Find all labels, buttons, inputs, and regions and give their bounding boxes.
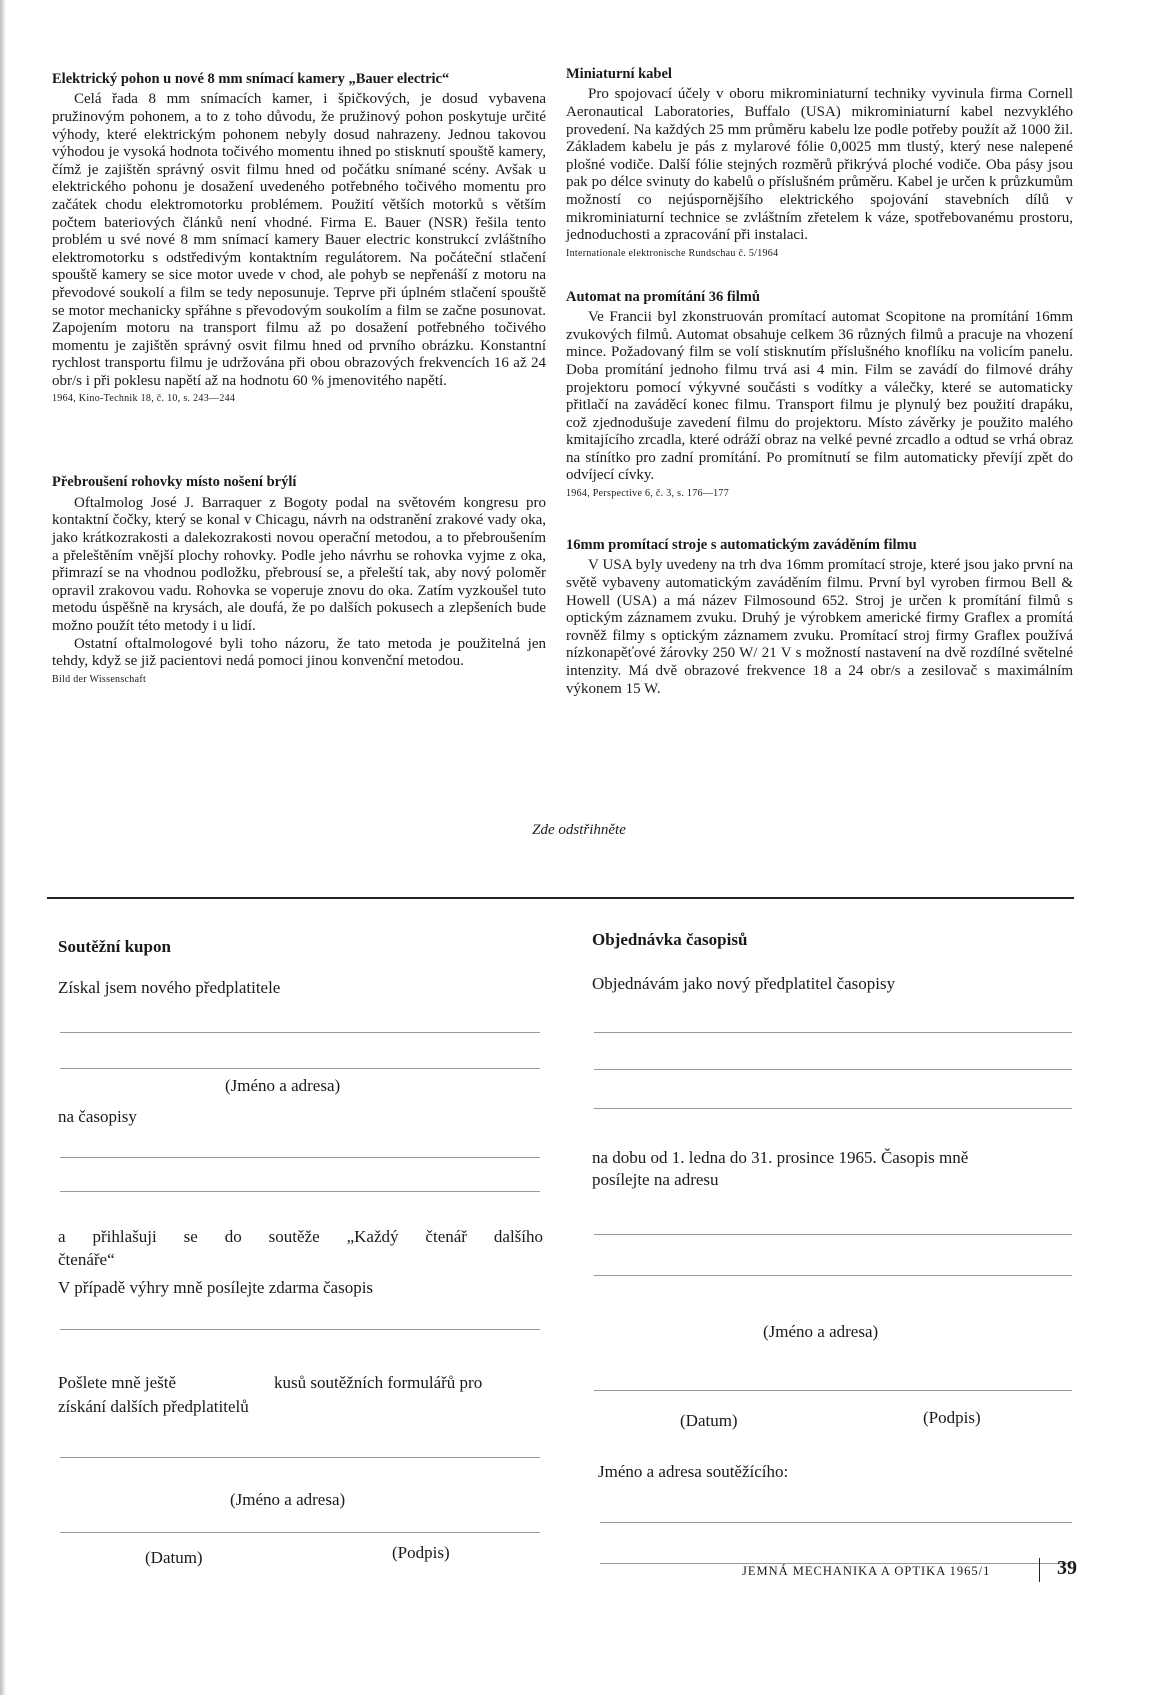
fill-line[interactable] <box>594 1234 1072 1235</box>
signature-label: (Podpis) <box>923 1408 981 1427</box>
article-body <box>566 309 1073 485</box>
cut-line <box>47 897 1074 899</box>
coupon-right-title-wrap <box>592 930 747 950</box>
fill-line[interactable] <box>60 1532 540 1533</box>
footer-divider <box>1039 1558 1040 1582</box>
article-scopitone <box>566 289 1073 499</box>
order-text: Objednávám jako nový předplatitel časopisy <box>592 974 896 993</box>
article-source: Bild der Wissenschaft <box>52 673 147 685</box>
name-address-label: (Jméno a adresa) <box>225 1076 341 1095</box>
fill-line[interactable] <box>594 1275 1072 1276</box>
article-paragraph: Oftalmolog José J. Barraquer z Bogoty podal na světovém kongresu pro kontaktní čočky, který se konal v Chicagu, návrh na odstranění zrakové vady oka, jako krátkozrakosti a dalekozrakosti novou operační metodou, a to přebroušením a přeleštěním vnější plochy rohovky. Podle jeho návrhu se rohovka vyjme z oka, přimrazí se na vhodnou podložku, přebrousí se, a přeleští tak, aby nový poloměr opravil zrakovou vadu. Rohovka se voperuje znovu do oka. Zatím vyzkoušel tuto metodu úspěšně na krysách, ale doufá, že po dalších pokusech a zlepšeních bude možno použít této metody i u lidí. <box>52 494 546 635</box>
fill-line[interactable] <box>60 1157 540 1158</box>
fill-line[interactable] <box>594 1069 1072 1070</box>
contestant-label: Jméno a adresa soutěžícího: <box>598 1462 789 1481</box>
article-title: Miniaturní kabel <box>566 66 672 82</box>
fill-line[interactable] <box>60 1191 540 1192</box>
name-address-label: (Jméno a adresa) <box>763 1322 879 1341</box>
article-title: Přebroušení rohovky místo nošení brýlí <box>52 474 297 491</box>
article-source: 1964, Kino-Technik 18, č. 10, s. 243—244 <box>52 393 236 405</box>
article-cornea <box>52 474 546 684</box>
competition-text-2: čtenáře“ <box>58 1250 115 1269</box>
article-16mm-projectors <box>566 537 1073 698</box>
journal-footer: JEMNÁ MECHANIKA A OPTIKA 1965/1 <box>742 1564 991 1578</box>
page-spine <box>0 0 6 1695</box>
article-title: 16mm promítací stroje s automatickým zaváděním filmu <box>566 537 917 554</box>
send-more-text-a: Pošlete mně ještě <box>58 1373 177 1392</box>
article-body <box>566 557 1073 698</box>
article-paragraph: V USA byly uvedeny na trh dva 16mm promítací stroje, které jsou jako první na světě vybaveny automatickým zaváděním filmu. První byl vyroben firmou Bell & Howell (USA) a má název Filmosound 652. Stroj je určen k promítání filmů s optickým záznamem zvuku. Druhý je výrobkem americké firmy Graflex a promítá rovněž filmy s optickým záznamem zvuku. Promítací stroj firmy Graflex používá nízkonapěťové žárovky 250 W/ 21 V s možností nastavení na dvě rozdílné světelné intenzity. Má dvě obrazové frekvence 18 a 24 obr/s a zesilovač s maximálním výkonem 15 W. <box>566 557 1073 697</box>
article-paragraph: Ostatní oftalmologové byli toho názoru, že tato metoda je použitelná jen tehdy, když se již pacientovi nedá pomoci jinou konvenční metodou. <box>52 635 546 670</box>
left-column <box>52 71 546 685</box>
magazines-label: na časopisy <box>58 1107 137 1126</box>
coupon-title: Soutěžní kupon <box>58 937 171 956</box>
date-label: (Datum) <box>680 1411 738 1430</box>
fill-line[interactable] <box>60 1329 540 1330</box>
send-more-text-c: získání dalších předplatitelů <box>58 1397 249 1416</box>
article-title: Elektrický pohon u nové 8 mm snímací kamery „Bauer electric“ <box>52 71 450 87</box>
article-paragraph: Ve Francii byl zkonstruován promítací automat Scopitone na promítání 16mm zvukových filmů. Automat obsahuje celkem 36 různých filmů a pracuje na vhození mince. Požadovaný film se volí stisknutím příslušného knoflíku na volicím panelu. Doba promítání jednoho filmu trvá asi 4 min. Film se zavádí do filmové dráhy projektoru pomocí výkyvné součásti s vodítky a válečky, které se automaticky přitlačí na zaváděcí konec filmu. Transport filmu je plynulý bez použití drapáku, což zjednodušuje zavedení filmu do projektoru. Místo závěrky je použito malého kmitajícího zrcadla, které odráží obraz na velké pevné zrcadlo a odtud se vrhá obraz na stínítko pro zadní promítání. Po promítnutí se film automaticky převíjí zpět do odvíjecí cívky. <box>566 309 1073 484</box>
article-body <box>52 91 546 390</box>
article-miniature-cable <box>566 66 1073 259</box>
article-body <box>52 495 546 671</box>
new-subscriber-text: Získal jsem nového předplatitele <box>58 978 281 997</box>
article-bauer-electric <box>52 71 546 404</box>
period-text-1: na dobu od 1. ledna do 31. prosince 1965. Časopis mně <box>592 1148 969 1167</box>
fill-line[interactable] <box>594 1108 1072 1109</box>
fill-line[interactable] <box>60 1032 540 1033</box>
competition-text-1: a přihlašuji se do soutěže „Každý čtenář dalšího <box>58 1227 543 1246</box>
article-paragraph: Pro spojovací účely v oboru mikrominiaturní techniky vyvinula firma Cornell Aeronautical Laboratories, Buffalo (USA) mikrominiaturní kabel nezvyklého provedení. Na každých 25 mm průměru kabelu lze podle potřeby použít až 1000 žil. Základem kabelu je pás z mylarové fólie 0,0025 mm tlustý, který nese nalepené plošné vodiče. Další fólie stejných rozměrů přikrývá ploché vodiče. Oba pásy jsou pak po délce svinuty do kabelů o příslušném průměru. Kabel je určen k průzkumům možností co nejúspornějšího elektrického spojování stavebních dílů v mikrominiaturní technice se zvláštním zřetelem k váze, spotřebovanému prostoru, jednoduchosti a zpracování při instalaci. <box>566 86 1073 244</box>
date-label: (Datum) <box>145 1548 203 1567</box>
cut-here-label: Zde odstřihněte <box>532 822 626 838</box>
fill-line[interactable] <box>594 1032 1072 1033</box>
period-text-2: posílejte na adresu <box>592 1170 719 1189</box>
order-title: Objednávka časopisů <box>592 930 748 949</box>
article-paragraph: Celá řada 8 mm snímacích kamer, i špičkových, je dosud vybavena pružinovým pohonem, a to z toho důvodu, že pružinový pohon poskytuje určité výhody, které elektrickým pohonem nebyly dosud nahrazeny. Jednou takovou výhodou je vysoká hodnota točivého momentu ihned po stisknutí spouště kamery, čímž je zajištěn správný osvit filmu hned od počátku snímané scény. Avšak u elektrického pohonu je dosažení uvedeného potřebného točivého momentu pro začátek chodu elektromotorku problémem. Použití větších motorků s větším počtem bateriových článků není vhodné. Firma E. Bauer (NSR) řešila tento problém u své nové 8 mm snímací kamery Bauer electric konstrukcí zvláštního elektromotorku s odstředivým kontaktním regulátorem. Na počáteční stlačení spouště kamery se sice motor uvede v chod, ale pohyb se nepřenáší z motoru na převodové soukolí a film se tedy neposunuje. Teprve při úplném stlačení spouště se motor mechanicky spřáhne s převodovým soukolím a film se začne posunovat. Zapojením motoru na transport filmu až po dosažení potřebného točivého momentu je zajištěn správný osvit filmu hned od prvního obrázku. Konstantní rychlost transportu filmu je udržována při obou obrazových frekvencích 16 až 24 obr/s i při poklesu napětí až na hodnotu 60 % jmenovitého napětí. <box>52 91 546 389</box>
win-text: V případě výhry mně posílejte zdarma časopis <box>58 1278 374 1297</box>
fill-line[interactable] <box>60 1457 540 1458</box>
page-number: 39 <box>1057 1557 1077 1579</box>
coupon-left-title-wrap <box>58 937 171 957</box>
name-address-label: (Jméno a adresa) <box>230 1490 346 1509</box>
article-title: Automat na promítání 36 filmů <box>566 288 760 305</box>
article-body <box>566 86 1073 244</box>
send-more-text-b: kusů soutěžních formulářů pro <box>274 1373 483 1392</box>
signature-label: (Podpis) <box>392 1543 450 1562</box>
article-source: Internationale elektronische Rundschau č. 5/1964 <box>566 247 779 259</box>
fill-line[interactable] <box>594 1390 1072 1391</box>
right-column <box>566 66 1073 698</box>
fill-line[interactable] <box>600 1522 1072 1523</box>
fill-line[interactable] <box>60 1068 540 1069</box>
article-source: 1964, Perspective 6, č. 3, s. 176—177 <box>566 488 730 500</box>
